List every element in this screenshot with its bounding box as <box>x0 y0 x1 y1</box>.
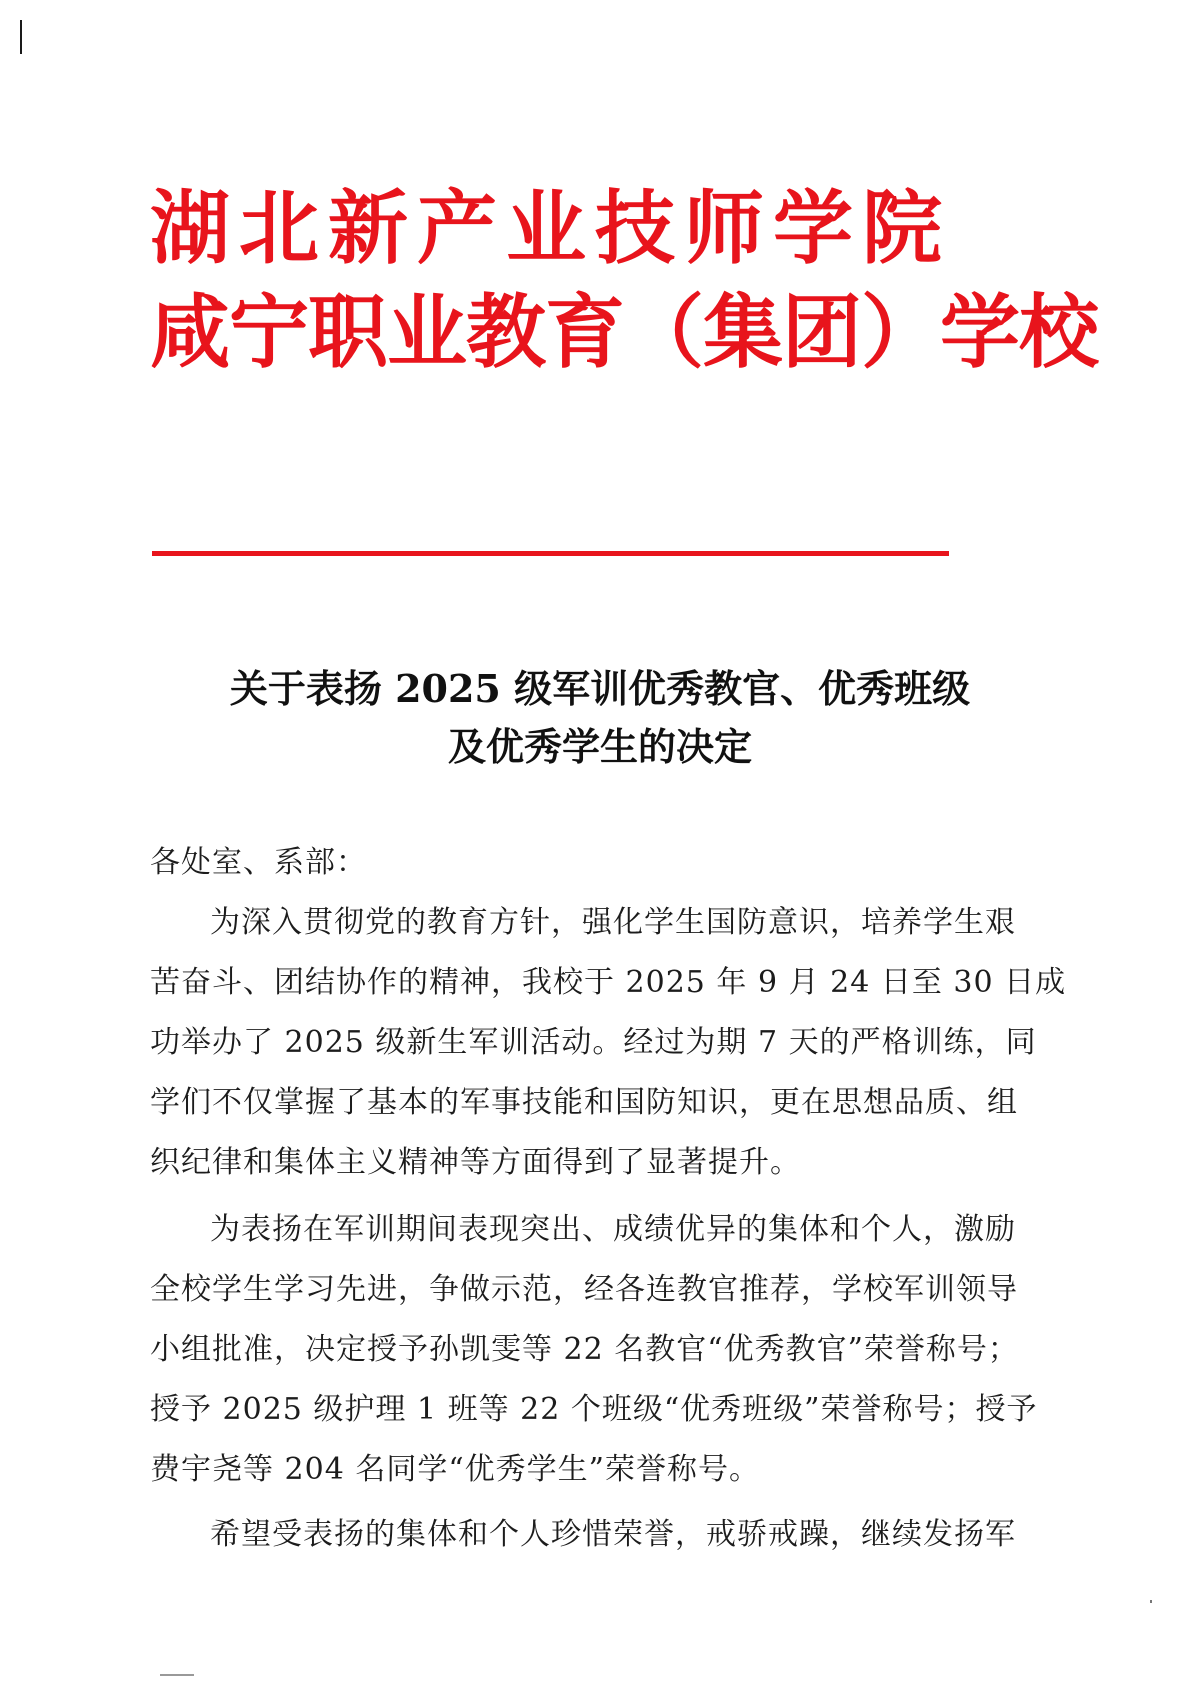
paragraph-2-line: 全校学生学习先进，争做示范，经各连教官推荐，学校军训领导 <box>150 1272 1018 1307</box>
paragraph-1-line: 织纪律和集体主义精神等方面得到了显著提升。 <box>150 1145 801 1180</box>
org-name-line-2: 咸宁职业教育（集团）学校 <box>150 285 1098 379</box>
paragraph-2-line: 为表扬在军训期间表现突出、成绩优异的集体和个人，激励 <box>210 1212 1016 1247</box>
paragraph-2-line: 授予 2025 级护理 1 班等 22 个班级“优秀班级”荣誉称号；授予 <box>150 1392 1038 1427</box>
scan-speck <box>1150 1600 1152 1603</box>
scan-edge-mark <box>20 20 22 54</box>
paragraph-3-line: 希望受表扬的集体和个人珍惜荣誉，戒骄戒躁，继续发扬军 <box>210 1517 1016 1552</box>
document-title-line-1: 关于表扬 2025 级军训优秀教官、优秀班级 <box>229 666 971 711</box>
paragraph-1-line: 学们不仅掌握了基本的军事技能和国防知识，更在思想品质、组 <box>150 1085 1018 1120</box>
org-name-line-1: 湖北新产业技师学院 <box>150 181 951 275</box>
salutation: 各处室、系部： <box>150 845 367 880</box>
header-red-divider <box>152 551 949 556</box>
paragraph-1-line: 苦奋斗、团结协作的精神，我校于 2025 年 9 月 24 日至 30 日成 <box>150 965 1067 1000</box>
paragraph-1-line: 功举办了 2025 级新生军训活动。经过为期 7 天的严格训练，同 <box>150 1025 1037 1060</box>
paragraph-2-line: 费宇尧等 204 名同学“优秀学生”荣誉称号。 <box>150 1452 761 1487</box>
document-title-line-2: 及优秀学生的决定 <box>447 724 752 769</box>
paragraph-1-line: 为深入贯彻党的教育方针，强化学生国防意识，培养学生艰 <box>210 905 1016 940</box>
paragraph-2-line: 小组批准，决定授予孙凯雯等 22 名教官“优秀教官”荣誉称号； <box>150 1332 1019 1367</box>
scan-bottom-mark <box>160 1674 194 1676</box>
